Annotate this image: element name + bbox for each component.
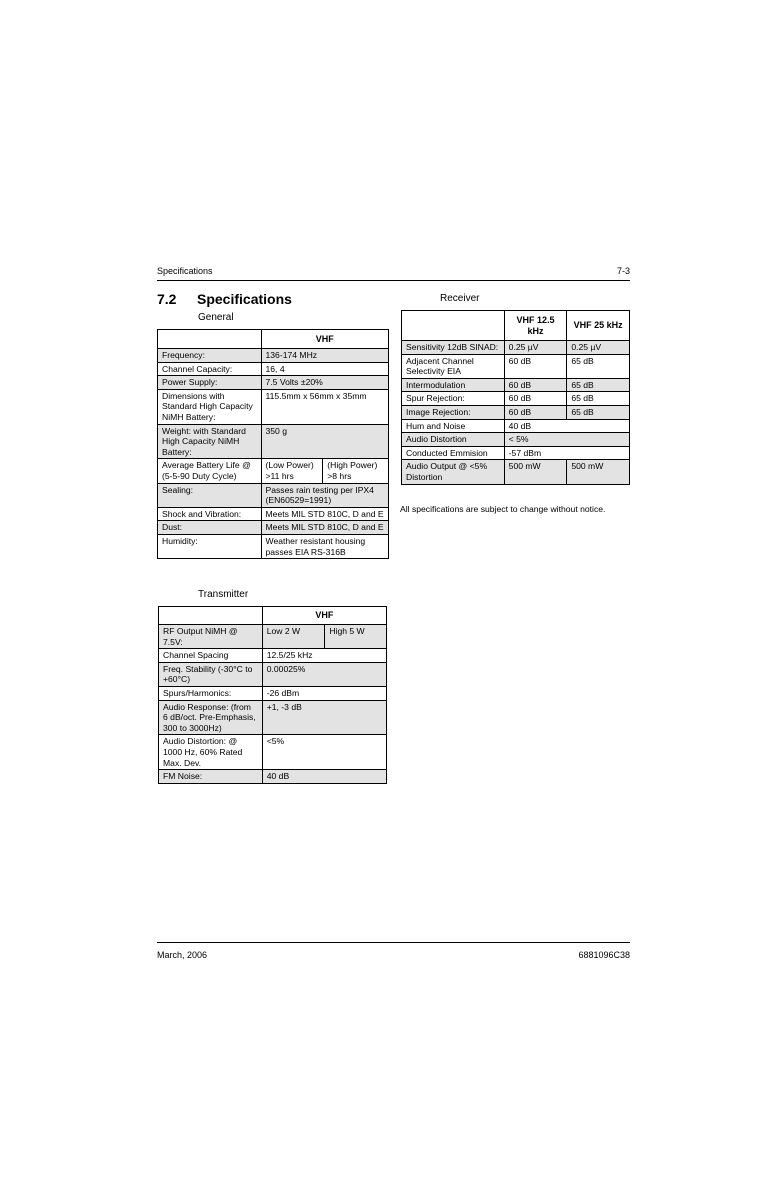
table-row — [158, 507, 389, 521]
table-row — [402, 460, 630, 484]
section-number: 7.2 — [157, 291, 177, 307]
row-label: Image Rejection: — [402, 405, 505, 419]
row-value: 12.5/25 kHz — [262, 649, 386, 663]
table-row — [158, 349, 389, 363]
row-value: -26 dBm — [262, 686, 386, 700]
row-label: Audio Distortion: @ 1000 Hz, 60% Rated Max. Dev. — [159, 735, 263, 770]
row-label: Adjacent Channel Selectivity EIA — [402, 354, 505, 378]
table-row — [402, 341, 630, 355]
table-row — [158, 389, 389, 424]
row-value: Meets MIL STD 810C, D and E — [261, 507, 389, 521]
value-12-5: 60 dB — [504, 354, 567, 378]
table-row — [159, 735, 387, 770]
table-row — [158, 534, 389, 558]
row-label: Audio Response: (from 6 dB/oct. Pre-Emphasis, 300 to 3000Hz) — [159, 700, 263, 735]
row-label: Spurs/Harmonics: — [159, 686, 263, 700]
row-label: Freq. Stability (-30°C to +60°C) — [159, 662, 263, 686]
value-25: 65 dB — [567, 405, 630, 419]
table-row — [159, 649, 387, 663]
transmitter-spec-table — [158, 606, 387, 784]
header-blank-cell — [159, 607, 263, 625]
table-row — [158, 362, 389, 376]
table-row — [402, 433, 630, 447]
table-row — [402, 419, 630, 433]
header-blank-cell — [158, 330, 262, 349]
disclaimer-note: All specifications are subject to change without notice. — [400, 504, 606, 514]
value-12-5: 60 dB — [504, 378, 567, 392]
header-blank-cell — [402, 311, 505, 341]
row-label: Shock and Vibration: — [158, 507, 262, 521]
row-value: 40 dB — [262, 770, 386, 784]
row-label: Dimensions with Standard High Capacity NiMH Battery: — [158, 389, 262, 424]
running-header-title: Specifications — [157, 266, 213, 276]
row-value: +1, -3 dB — [262, 700, 386, 735]
table-row — [159, 625, 387, 649]
row-label: Sealing: — [158, 483, 262, 507]
row-label: Dust: — [158, 521, 262, 535]
row-label: Humidity: — [158, 534, 262, 558]
row-label: Conducted Emmision — [402, 446, 505, 460]
row-label: Power Supply: — [158, 376, 262, 390]
transmitter-heading: Transmitter — [198, 589, 249, 600]
row-value: <5% — [262, 735, 386, 770]
table-row — [159, 686, 387, 700]
receiver-heading: Receiver — [440, 293, 480, 304]
row-label: Channel Spacing — [159, 649, 263, 663]
table-row — [402, 392, 630, 406]
row-label: Spur Rejection: — [402, 392, 505, 406]
section-title: Specifications — [197, 291, 292, 307]
row-label: Hum and Noise — [402, 419, 505, 433]
table-header-row — [158, 330, 389, 349]
row-value: 7.5 Volts ±20% — [261, 376, 389, 390]
row-value: 136-174 MHz — [261, 349, 389, 363]
row-value: Weather resistant housing passes EIA RS-316B — [261, 534, 389, 558]
footer-date: March, 2006 — [157, 950, 208, 960]
footer-rule — [157, 942, 630, 943]
row-value: Meets MIL STD 810C, D and E — [261, 521, 389, 535]
table-row — [158, 424, 389, 459]
value-25: 0.25 µV — [567, 341, 630, 355]
table-row — [159, 700, 387, 735]
row-label: Frequency: — [158, 349, 262, 363]
value-12-5: 0.25 µV — [504, 341, 567, 355]
general-heading: General — [198, 312, 234, 323]
row-label: FM Noise: — [159, 770, 263, 784]
header-rule — [157, 280, 630, 281]
value-12-5: 500 mW — [504, 460, 567, 484]
receiver-spec-table — [401, 310, 630, 485]
value-25: 65 dB — [567, 354, 630, 378]
table-row — [158, 521, 389, 535]
table-row — [402, 405, 630, 419]
row-label: Intermodulation — [402, 378, 505, 392]
table-row — [402, 446, 630, 460]
table-row — [402, 354, 630, 378]
row-value: -57 dBm — [504, 446, 629, 460]
value-25: 65 dB — [567, 378, 630, 392]
high-power-value: High 5 W — [325, 625, 387, 649]
table-row — [158, 483, 389, 507]
low-power-value: Low 2 W — [262, 625, 325, 649]
row-label: Channel Capacity: — [158, 362, 262, 376]
value-25: 65 dB — [567, 392, 630, 406]
row-value: 115.5mm x 56mm x 35mm — [261, 389, 389, 424]
row-value: < 5% — [504, 433, 629, 447]
row-value: 40 dB — [504, 419, 629, 433]
header-vhf: VHF — [261, 330, 389, 349]
footer-doc-number: 6881096C38 — [578, 950, 630, 960]
table-row — [158, 459, 389, 483]
header-vhf-12-5: VHF 12.5 kHz — [504, 311, 567, 341]
row-label: Audio Distortion — [402, 433, 505, 447]
header-vhf: VHF — [262, 607, 386, 625]
row-label: Sensitivity 12dB SINAD: — [402, 341, 505, 355]
high-power-value: (High Power) >8 hrs — [323, 459, 389, 483]
row-value: 16, 4 — [261, 362, 389, 376]
value-12-5: 60 dB — [504, 405, 567, 419]
header-vhf-25: VHF 25 kHz — [567, 311, 630, 341]
value-25: 500 mW — [567, 460, 630, 484]
table-row — [158, 376, 389, 390]
low-power-value: (Low Power) >11 hrs — [261, 459, 323, 483]
row-label: Audio Output @ <5% Distortion — [402, 460, 505, 484]
row-label: Weight: with Standard High Capacity NiMH Battery: — [158, 424, 262, 459]
row-value: 0.00025% — [262, 662, 386, 686]
row-label: RF Output NiMH @ 7.5V: — [159, 625, 263, 649]
row-value: Passes rain testing per IPX4 (EN60529=1991) — [261, 483, 389, 507]
table-row — [159, 662, 387, 686]
row-value: 350 g — [261, 424, 389, 459]
table-header-row — [159, 607, 387, 625]
general-spec-table — [157, 329, 389, 559]
value-12-5: 60 dB — [504, 392, 567, 406]
page-number: 7-3 — [616, 266, 630, 276]
row-label: Average Battery Life @ (5-5-90 Duty Cycle) — [158, 459, 262, 483]
table-row — [159, 770, 387, 784]
table-header-row — [402, 311, 630, 341]
table-row — [402, 378, 630, 392]
